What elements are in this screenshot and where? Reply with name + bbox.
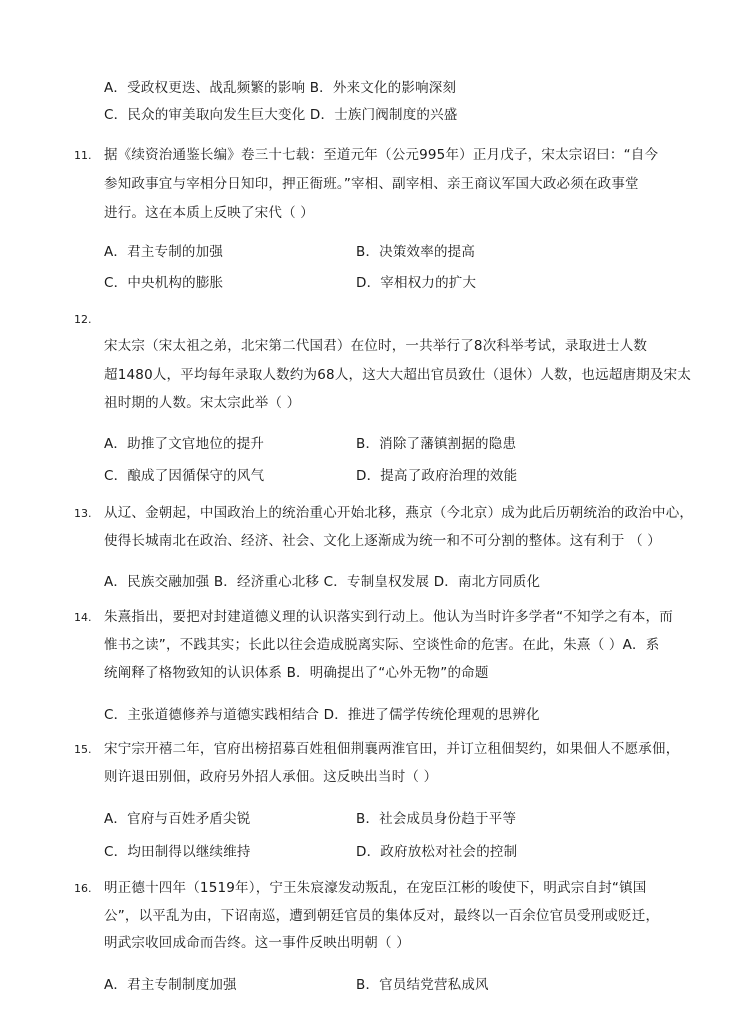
q13-number: 13. [74,507,92,520]
q12-number: 12. [74,313,92,326]
q10-options-row-1: A．受政权更迭、战乱频繁的影响 B．外来文化的影响深刻 [104,80,457,96]
q16-option-a: A．君主专制制度加强 [104,977,237,993]
q12-option-b: B．消除了藩镇割据的隐患 [356,436,517,452]
q15-option-a: A．官府与百姓矛盾尖锐 [104,811,251,827]
q14-number: 14. [74,611,92,624]
q12-text-line-3: 祖时期的人数。宋太宗此举（ ） [104,395,301,411]
q15-option-d: D．政府放松对社会的控制 [356,844,518,860]
q11-option-a: A．君主专制的加强 [104,244,224,260]
q14-text-line-1: 朱熹指出，要把对封建道德义理的认识落实到行动上。他认为当时许多学者“不知学之有本，而 [104,609,673,625]
q12-option-d: D．提高了政府治理的效能 [356,468,518,484]
q16-text-line-2: 公”，以平乱为由，下诏南巡，遭到朝廷官员的集体反对，最终以一百余位官员受刑或贬迁， [104,908,660,924]
q15-text-line-2: 则许退田别佃，政府另外招人承佃。这反映出当时（ ） [104,769,438,785]
q16-option-b: B．官员结党营私成风 [356,977,489,993]
q11-option-d: D．宰相权力的扩大 [356,275,477,291]
q13-options-row: A．民族交融加强 B．经济重心北移 C．专制皇权发展 D．南北方同质化 [104,574,541,590]
q16-number: 16. [74,882,92,895]
q10-options-row-2: C．民众的审美取向发生巨大变化 D．士族门阀制度的兴盛 [104,107,458,123]
q13-text-line-1: 从辽、金朝起，中国政治上的统治重心开始北移，燕京（今北京）成为此后历朝统治的政治中心， [104,505,694,521]
q12-text-line-2: 超1480人，平均每年录取人数约为68人，这大大超出官员致仕（退休）人数，也远超唐期及宋太 [104,367,692,383]
q14-text-line-2: 惟书之读”，不践其实；长此以往会造成脱离实际、空谈性命的危害。在此，朱熹（ ）A．系 [104,637,660,653]
q12-option-a: A．助推了文官地位的提升 [104,436,265,452]
q15-option-b: B．社会成员身份趋于平等 [356,811,517,827]
q15-text-line-1: 宋宁宗开禧二年，官府出榜招募百姓租佃荆襄两淮官田，并订立租佃契约，如果佃人不愿承佃， [104,741,680,757]
q12-text-line-1: 宋太宗（宋太祖之弟，北宋第二代国君）在位时，一共举行了8次科举考试，录取进士人数 [104,338,648,354]
q11-text-line-3: 进行。这在本质上反映了宋代（ ） [104,205,314,221]
q11-option-c: C．中央机构的膨胀 [104,275,224,291]
q12-option-c: C．酿成了因循保守的风气 [104,468,265,484]
q15-number: 15. [74,743,92,756]
q16-text-line-3: 明武宗收回成命而告终。这一事件反映出明朝（ ） [104,935,410,951]
q11-text-line-2: 参知政事宜与宰相分日知印，押正衙班。”宰相、副宰相、亲王商议军国大政必须在政事堂 [104,176,639,192]
q11-option-b: B．决策效率的提高 [356,244,476,260]
q11-number: 11. [74,149,92,162]
q11-text-line-1: 据《续资治通鉴长编》卷三十七载：至道元年（公元995年）正月戊子，宋太宗诏曰：“自今 [104,147,659,163]
q15-option-c: C．均田制得以继续维持 [104,844,251,860]
q16-text-line-1: 明正德十四年（1519年），宁王朱宸濠发动叛乱，在宠臣江彬的唆使下，明武宗自封“镇国 [104,880,647,896]
q14-options-row: C．主张道德修养与道德实践相结合 D．推进了儒学传统伦理观的思辨化 [104,707,540,723]
q14-text-line-3: 统阐释了格物致知的认识体系 B．明确提出了“心外无物”的命题 [104,665,489,681]
q13-text-line-2: 使得长城南北在政治、经济、社会、文化上逐渐成为统一和不可分割的整体。这有利于 （ ） [104,533,661,549]
